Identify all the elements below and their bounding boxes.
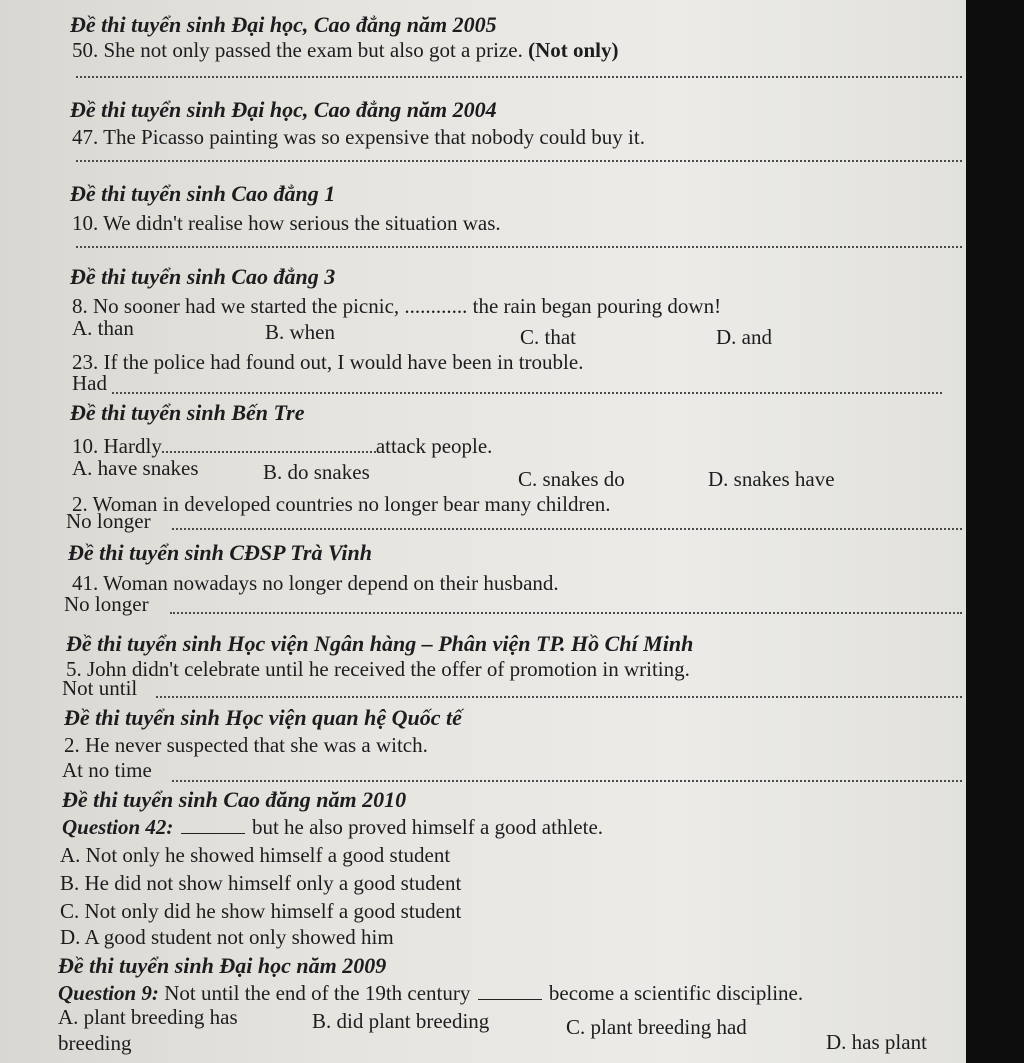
answer-line[interactable] — [172, 528, 962, 530]
option-a[interactable]: A. than — [72, 316, 134, 340]
section-heading: Đề thi tuyển sinh Đại học, Cao đẳng năm 2004 — [70, 97, 497, 122]
option-d[interactable]: D. A good student not only showed him — [60, 925, 394, 949]
question-text: 41. Woman nowadays no longer depend on their husband. — [72, 571, 559, 595]
option-c[interactable]: C. Not only did he show himself a good student — [60, 899, 462, 923]
answer-line[interactable] — [172, 780, 962, 782]
question-text — [72, 38, 619, 63]
question-sentence: 50. She not only passed the exam but also got a prize. — [72, 38, 523, 62]
background-edge — [966, 0, 1024, 1063]
question-text: 47. The Picasso painting was so expensive that nobody could buy it. — [72, 125, 645, 149]
option-c[interactable]: C. that — [520, 325, 576, 349]
section-heading: Đề thi tuyển sinh Học viện quan hệ Quốc tế — [64, 705, 462, 730]
option-d[interactable]: D. snakes have — [708, 467, 835, 491]
question-text: 5. John didn't celebrate until he received the offer of promotion in writing. — [66, 657, 690, 681]
answer-prompt: Had — [72, 371, 107, 395]
answer-prompt: Not until — [62, 676, 138, 700]
answer-prompt: No longer — [64, 592, 149, 616]
option-c[interactable]: C. snakes do — [518, 467, 625, 491]
question-label: Question 9: — [58, 981, 159, 1005]
answer-line[interactable] — [112, 392, 942, 394]
answer-line[interactable] — [156, 696, 962, 698]
option-d[interactable]: D. and — [716, 325, 772, 349]
answer-line[interactable] — [170, 612, 962, 614]
answer-blank[interactable] — [478, 999, 542, 1000]
question-text: 10. We didn't realise how serious the situation was. — [72, 211, 501, 235]
option-a-continued: breeding — [58, 1031, 132, 1055]
question-text: 2. He never suspected that she was a witch. — [64, 733, 428, 757]
question-before: Not until the end of the 19th century — [164, 981, 471, 1005]
question-text: 23. If the police had found out, I would have been in trouble. — [72, 350, 584, 374]
question-after: but he also proved himself a good athlete. — [251, 815, 604, 839]
option-c[interactable]: C. plant breeding had — [566, 1015, 747, 1039]
question-label: Question 42: — [62, 815, 174, 839]
option-a[interactable]: A. plant breeding has — [58, 1005, 238, 1029]
question-text: 8. No sooner had we started the picnic, ............ the rain began pouring down! — [72, 294, 722, 318]
question-before: 10. Hardly — [72, 434, 162, 458]
question-hint: (Not only) — [528, 38, 619, 62]
option-a[interactable]: A. Not only he showed himself a good student — [60, 843, 451, 867]
option-a[interactable]: A. have snakes — [72, 456, 199, 480]
question-text — [62, 815, 603, 840]
question-text — [58, 981, 803, 1006]
question-after: attack people. — [375, 434, 493, 458]
section-heading: Đề thi tuyển sinh Học viện Ngân hàng – Phân viện TP. Hồ Chí Minh — [66, 631, 694, 656]
answer-line[interactable] — [76, 76, 962, 78]
section-heading: Đề thi tuyển sinh Đại học, Cao đẳng năm 2005 — [70, 12, 497, 37]
option-b[interactable]: B. when — [265, 320, 335, 344]
section-heading: Đề thi tuyển sinh Cao đẳng 1 — [70, 181, 336, 206]
answer-blank[interactable] — [181, 833, 245, 834]
answer-line[interactable] — [76, 246, 962, 248]
answer-prompt: No longer — [66, 509, 151, 533]
option-d[interactable]: D. has plant — [826, 1030, 927, 1054]
section-heading: Đề thi tuyển sinh Cao đăng năm 2010 — [62, 787, 407, 812]
question-text: 2. Woman in developed countries no longer bear many children. — [72, 492, 611, 516]
option-b[interactable]: B. He did not show himself only a good student — [60, 871, 462, 895]
section-heading: Đề thi tuyển sinh CĐSP Trà Vinh — [68, 540, 373, 565]
answer-blank[interactable] — [162, 451, 376, 453]
section-heading: Đề thi tuyển sinh Cao đẳng 3 — [70, 264, 336, 289]
section-heading: Đề thi tuyển sinh Bến Tre — [70, 400, 305, 425]
question-after: become a scientific discipline. — [548, 981, 804, 1005]
answer-prompt: At no time — [62, 758, 152, 782]
option-b[interactable]: B. do snakes — [263, 460, 370, 484]
section-heading: Đề thi tuyển sinh Đại học năm 2009 — [58, 953, 387, 978]
answer-line[interactable] — [76, 160, 962, 162]
option-b[interactable]: B. did plant breeding — [312, 1009, 490, 1033]
